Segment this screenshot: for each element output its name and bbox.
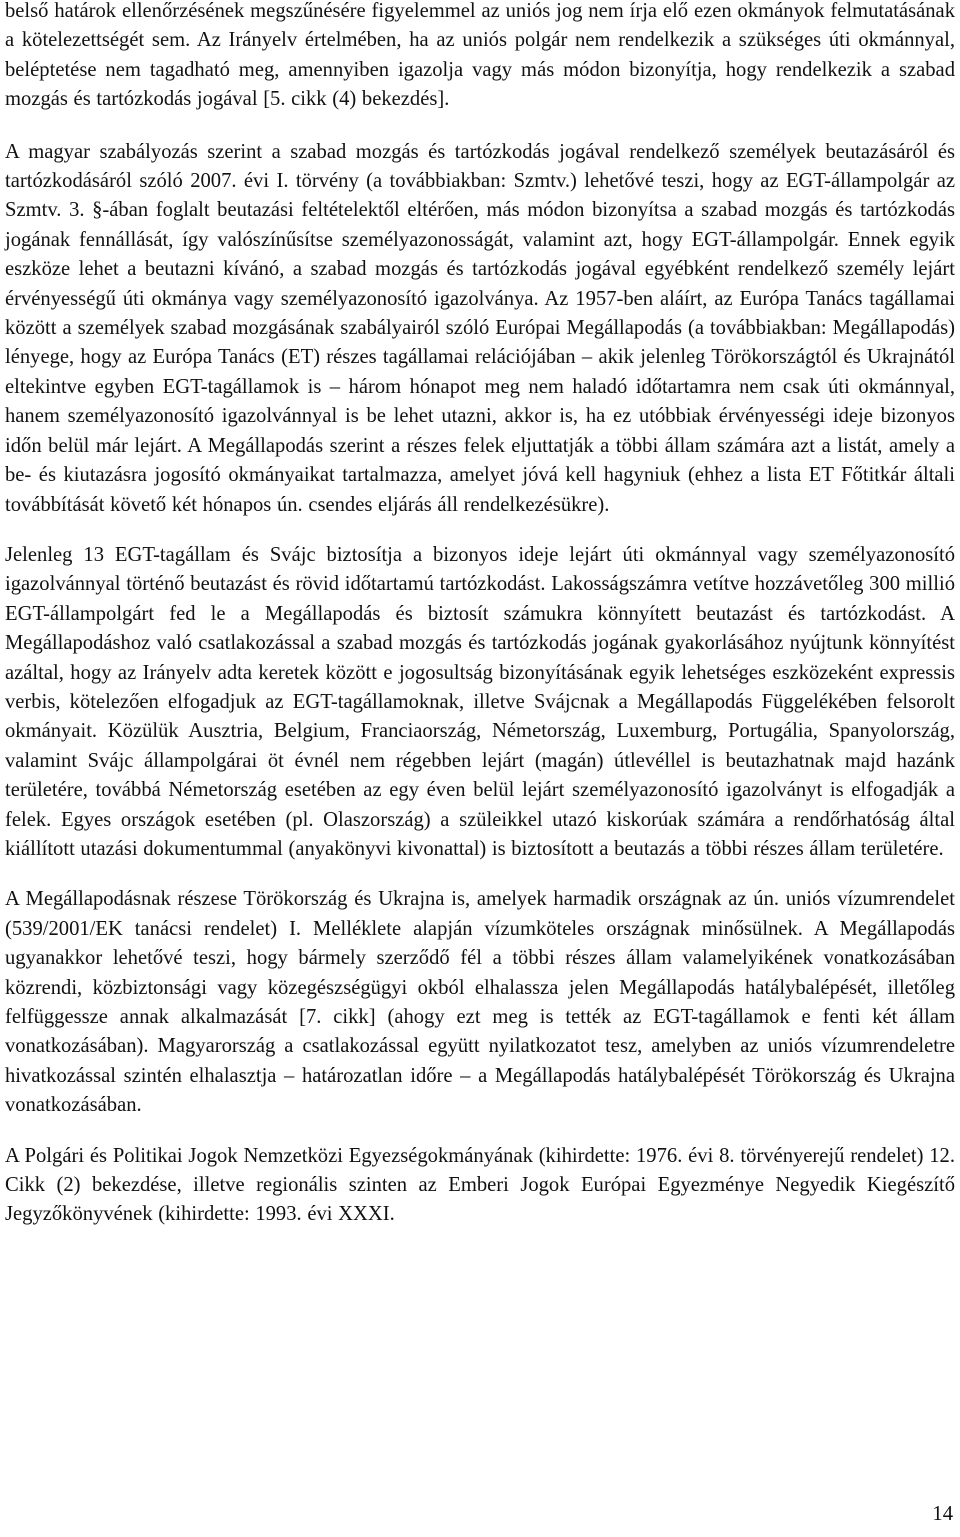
paragraph-member-states: Jelenleg 13 EGT-tagállam és Svájc biztosítja a bizonyos ideje lejárt úti okmánnyal vagy személyazonosító igazolvánnyal történő beutazást és rövid időtartamú tartózkodást. Lakosságszámra vetítve hozzávetőleg 300 millió EGT-állampolgárt fed le a Megállapodás és biztosít számukra könnyített beutazást és tartózkodást. A Megállapodáshoz való csatlakozással a szabad mozgás és tartózkodás jogának gyakorlásához nyújtunk könnyítést azáltal, hogy az Irányelv adta keretek között e jogosultság bizonyításának egyik lehetséges eszközeként expressis verbis, kötelezően elfogadjuk az EGT-tagállamoknak, illetve Svájcnak a Megállapodás Függelékében felsorolt okmányait. Közülük Ausztria, Belgium, Franciaország, Németország, Luxemburg, Portugália, Spanyolország, valamint Svájc állampolgárai öt évnél nem régebben lejárt (magán) útlevéllel is beutazhatnak majd hazánk területére, továbbá Németország esetében az egy éven belül lejárt személyazonosító igazolványt is elfogadják a felek. Egyes országok esetében (pl. Olaszország) a szüleikkel utazó kiskorúak számára a rendőrhatóság által kiállított utazási dokumentummal (anyakönyvi kivonattal) is biztosított a beutazás a többi részes állam területére.	[5, 543, 955, 860]
paragraph-free-movement-directive: belső határok ellenőrzésének megszűnésére figyelemmel az uniós jog nem írja elő ezen okmányok felmutatásának a kötelezettségét sem. Az Irányelv értelmében, ha az uniós polgár nem rendelkezik a szükséges úti okmánnyal, beléptetése nem tagadható meg, amennyiben igazolja vagy más módon bizonyítja, hogy rendelkezik a szabad mozgás és tartózkodás jogával [5. cikk (4) bekezdés].	[5, 0, 955, 111]
paragraph-civil-political-rights: A Polgári és Politikai Jogok Nemzetközi Egyezségokmányának (kihirdette: 1976. évi 8. törvényerejű rendelet) 12. Cikk (2) bekezdése, illetve regionális szinten az Emberi Jogok Európai Egyezménye Negyedik Kiegészítő Jegyzőkönyvének (kihirdette: 1993. évi XXXI.	[5, 1144, 955, 1226]
document-page	[5, 0, 955, 1230]
paragraph-turkey-ukraine: A Megállapodásnak részese Törökország és Ukrajna is, amelyek harmadik országnak az ún. uniós vízumrendelet (539/2001/EK tanácsi rendelet) I. Melléklete alapján vízumköteles országnak minősülnek. A Megállapodás ugyanakkor lehetővé teszi, hogy bármely szerződő fél a többi részes állam valamelyikének vonatkozásában közrendi, közbiztonsági vagy közegészségügyi okból elhalassza jelen Megállapodás hatálybalépését, illetőleg felfüggessze annak alkalmazását [7. cikk] (ahogy ezt meg is tették az EGT-tagállamok e fenti két állam vonatkozásában). Magyarország a csatlakozással együtt nyilatkozatot tesz, amelyben az uniós vízumrendeletre hivatkozással szintén elhalasztja – határozatlan időre – a Megállapodás hatálybalépését Törökország és Ukrajna vonatkozásában.	[5, 888, 955, 1117]
page-number: 14	[932, 1503, 953, 1525]
paragraph-hungarian-regulation: A magyar szabályozás szerint a szabad mozgás és tartózkodás jogával rendelkező személyek beutazásáról és tartózkodásáról szóló 2007. évi I. törvény (a továbbiakban: Szmtv.) lehetővé teszi, hogy az EGT-állampolgár az Szmtv. 3. §-ában foglalt beutazási feltételektől eltérően, más módon bizonyítsa a szabad mozgás és tartózkodás jogának fennállását, így valószínűsítse személyazonosságát, valamint azt, hogy EGT-állampolgár. Ennek egyik eszköze lehet a beutazni kívánó, a szabad mozgás és tartózkodás jogával egyébként rendelkező személy lejárt érvényességű úti okmánya vagy személyazonosító igazolványa. Az 1957-ben aláírt, az Európa Tanács tagállamai között a személyek szabad mozgásának szabályairól szóló Európai Megállapodás (a továbbiakban: Megállapodás) lényege, hogy az Európa Tanács (ET) részes tagállamai relációjában – akik jelenleg Törökországtól és Ukrajnától eltekintve egyben EGT-tagállamok is – három hónapot meg nem haladó időtartamra nem csak úti okmánnyal, hanem személyazonosító igazolvánnyal is be lehet utazni, akkor is, ha ez utóbbiak érvényességi ideje bizonyos időn belül már lejárt. A Megállapodás szerint a részes felek eljuttatják a többi állam számára azt a listát, amely a be- és kiutazásra jogosító okmányaikat tartalmazza, amelyet jóvá kell hagyniuk (ehhez a lista ET Főtitkár általi továbbítását követő két hónapos ún. csendes eljárás áll rendelkezésükre).	[5, 140, 955, 516]
